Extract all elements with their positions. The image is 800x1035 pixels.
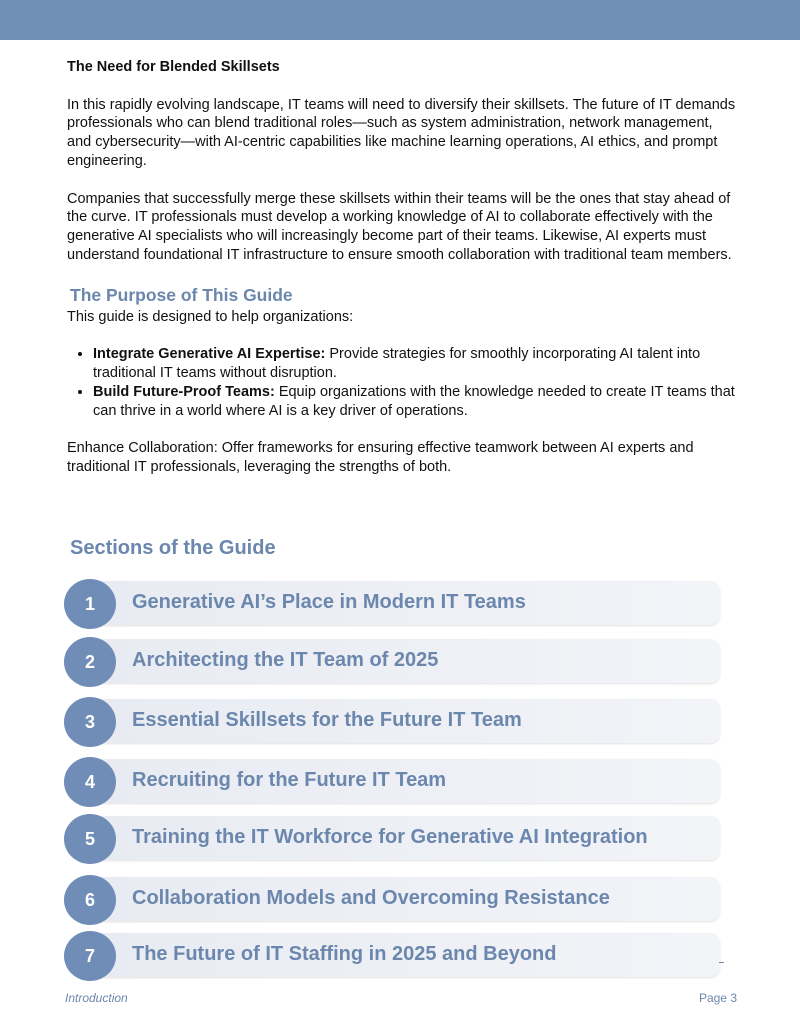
purpose-bullet-list bbox=[67, 345, 737, 420]
toc-label: Essential Skillsets for the Future IT Team bbox=[132, 709, 522, 731]
list-item: • Integrate Generative AI Expertise: Provide strategies for smoothly incorporating AI talent into traditional IT teams without disruption. bbox=[93, 345, 737, 383]
page-content bbox=[67, 58, 737, 477]
toc-item-1[interactable] bbox=[64, 579, 720, 629]
toc-label: The Future of IT Staffing in 2025 and Beyond bbox=[132, 943, 557, 965]
toc-label: Generative AI’s Place in Modern IT Teams bbox=[132, 591, 526, 613]
footer-dash bbox=[719, 962, 724, 963]
toc-item-6[interactable] bbox=[64, 875, 720, 925]
toc-item-2[interactable] bbox=[64, 637, 720, 687]
header-bar bbox=[0, 0, 800, 40]
toc-item-4[interactable] bbox=[64, 757, 720, 807]
purpose-lead: This guide is designed to help organizations: bbox=[67, 308, 354, 325]
blended-skillsets-heading: The Need for Blended Skillsets bbox=[67, 59, 280, 75]
toc-label: Architecting the IT Team of 2025 bbox=[132, 649, 439, 671]
section-number-badge: 7 bbox=[64, 931, 116, 981]
sections-title: Sections of the Guide bbox=[70, 537, 276, 559]
toc-item-3[interactable] bbox=[64, 697, 720, 747]
toc-item-7[interactable] bbox=[64, 931, 720, 981]
section-number-badge: 6 bbox=[64, 875, 116, 925]
purpose-heading: The Purpose of This Guide bbox=[70, 284, 293, 305]
footer-section-name: Introduction bbox=[65, 991, 128, 1005]
section-number-badge: 5 bbox=[64, 814, 116, 864]
section-number-badge: 3 bbox=[64, 697, 116, 747]
section-number-badge: 1 bbox=[64, 579, 116, 629]
section-number-badge: 2 bbox=[64, 637, 116, 687]
intro-paragraph-1: In this rapidly evolving landscape, IT teams will need to diversify their skillsets. The future of IT demands professionals who can blend traditional roles—such as system administration, network management, and cybersecurity—with AI-centric capabilities like machine learning operations, AI ethics, and prompt engineering. bbox=[67, 96, 736, 169]
section-number-badge: 4 bbox=[64, 757, 116, 807]
list-item: • Build Future-Proof Teams: Equip organizations with the knowledge needed to create IT teams that can thrive in a world where AI is a key driver of operations. bbox=[93, 383, 737, 421]
toc-item-5[interactable] bbox=[64, 814, 720, 864]
intro-paragraph-2: Companies that successfully merge these skillsets within their teams will be the ones that stay ahead of the curve. IT professionals must develop a working knowledge of AI to collaborate effectively with the generative AI specialists who will increasingly become part of their teams. Likewise, AI experts must understand foundational IT infrastructure to ensure smooth collaboration with traditional team members. bbox=[67, 190, 732, 263]
toc-label: Training the IT Workforce for Generative AI Integration bbox=[132, 826, 648, 848]
page-number: Page 3 bbox=[698, 991, 737, 1005]
purpose-closing: Enhance Collaboration: Offer frameworks for ensuring effective teamwork between AI experts and traditional IT professionals, leveraging the strengths of both. bbox=[67, 440, 694, 476]
toc-label: Recruiting for the Future IT Team bbox=[132, 769, 447, 791]
toc-label: Collaboration Models and Overcoming Resistance bbox=[132, 887, 610, 909]
